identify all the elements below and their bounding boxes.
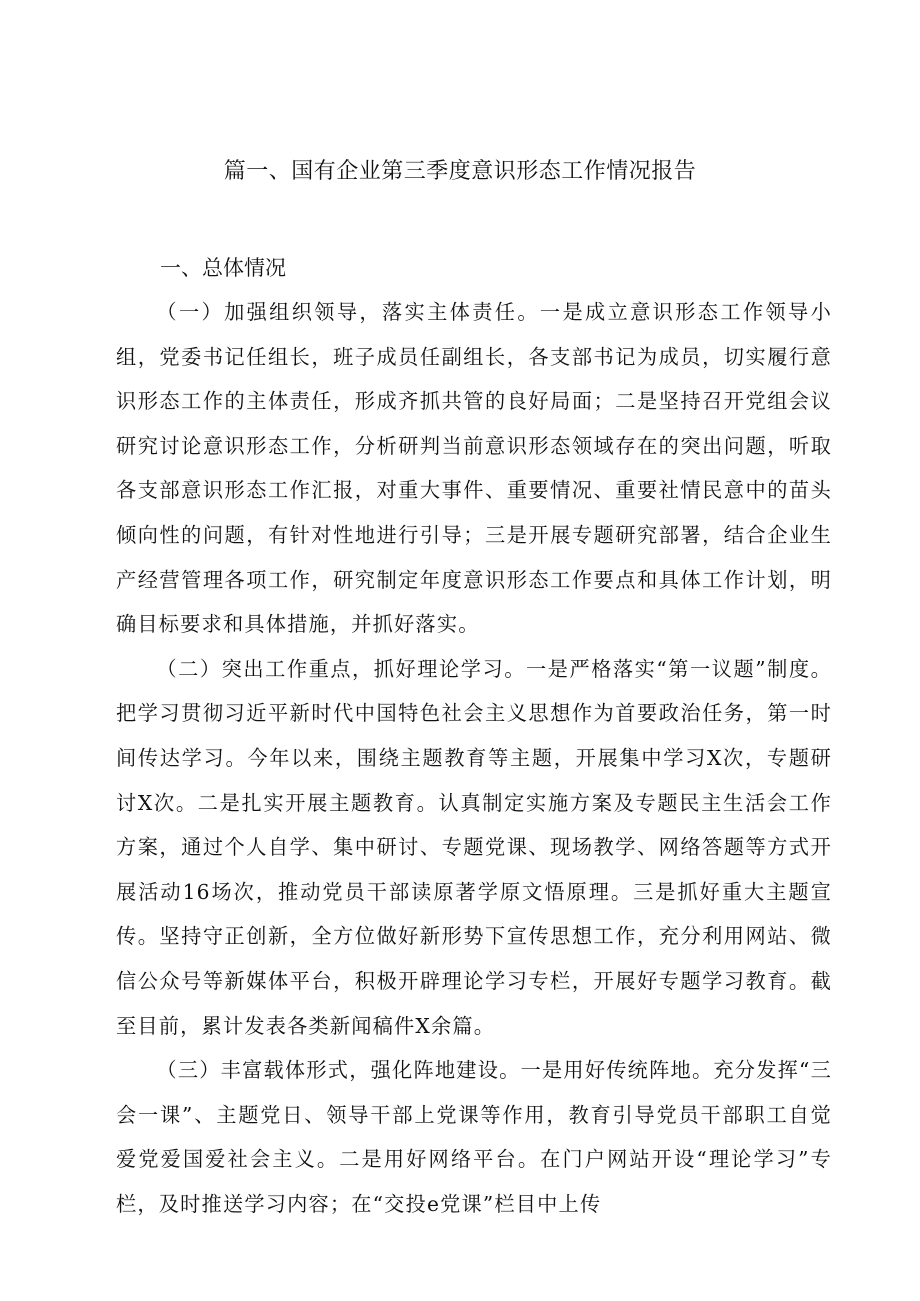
paragraph-2: （二）突出工作重点，抓好理论学习。一是严格落实“第一议题”制度。把学习贯彻习近平新时代中国特色社会主义思想作为首要政治任务，第一时间传达学习。今年以来，围绕主题教育等主题，开展集中学习X次，专题研讨X次。二是扎实开展主题教育。认真制定实施方案及专题民主生活会工作方案，通过个人自学、集中研讨、专题党课、现场教学、网络答题等方式开展活动16场次，推动党员干部读原著学原文悟原理。三是抓好重大主题宣传。坚持守正创新，全方位做好新形势下宣传思想工作，充分利用网站、微信公众号等新媒体平台，积极开辟理论学习专栏，开展好专题学习教育。截至目前，累计发表各类新闻稿件X余篇。	[116, 656, 832, 1038]
section-heading: 一、总体情况	[160, 256, 286, 280]
paragraph-3: （三）丰富载体形式，强化阵地建设。一是用好传统阵地。充分发挥“三会一课”、主题党日、领导干部上党课等作用，教育引导党员干部职工自觉爱党爱国爱社会主义。二是用好网络平台。在门户网站开设“理论学习”专栏，及时推送学习内容；在“交投e党课”栏目中上传	[116, 1058, 832, 1216]
document-body	[116, 290, 832, 1226]
document-title: 篇一、国有企业第三季度意识形态工作情况报告	[223, 159, 697, 184]
paragraph-1: （一）加强组织领导，落实主体责任。一是成立意识形态工作领导小组，党委书记任组长，班子成员任副组长，各支部书记为成员，切实履行意识形态工作的主体责任，形成齐抓共管的良好局面；二是坚持召开党组会议研究讨论意识形态工作，分析研判当前意识形态领域存在的突出问题，听取各支部意识形态工作汇报，对重大事件、重要情况、重要社情民意中的苗头倾向性的问题，有针对性地进行引导；三是开展专题研究部署，结合企业生产经营管理各项工作，研究制定年度意识形态工作要点和具体工作计划，明确目标要求和具体措施，并抓好落实。	[116, 300, 832, 637]
